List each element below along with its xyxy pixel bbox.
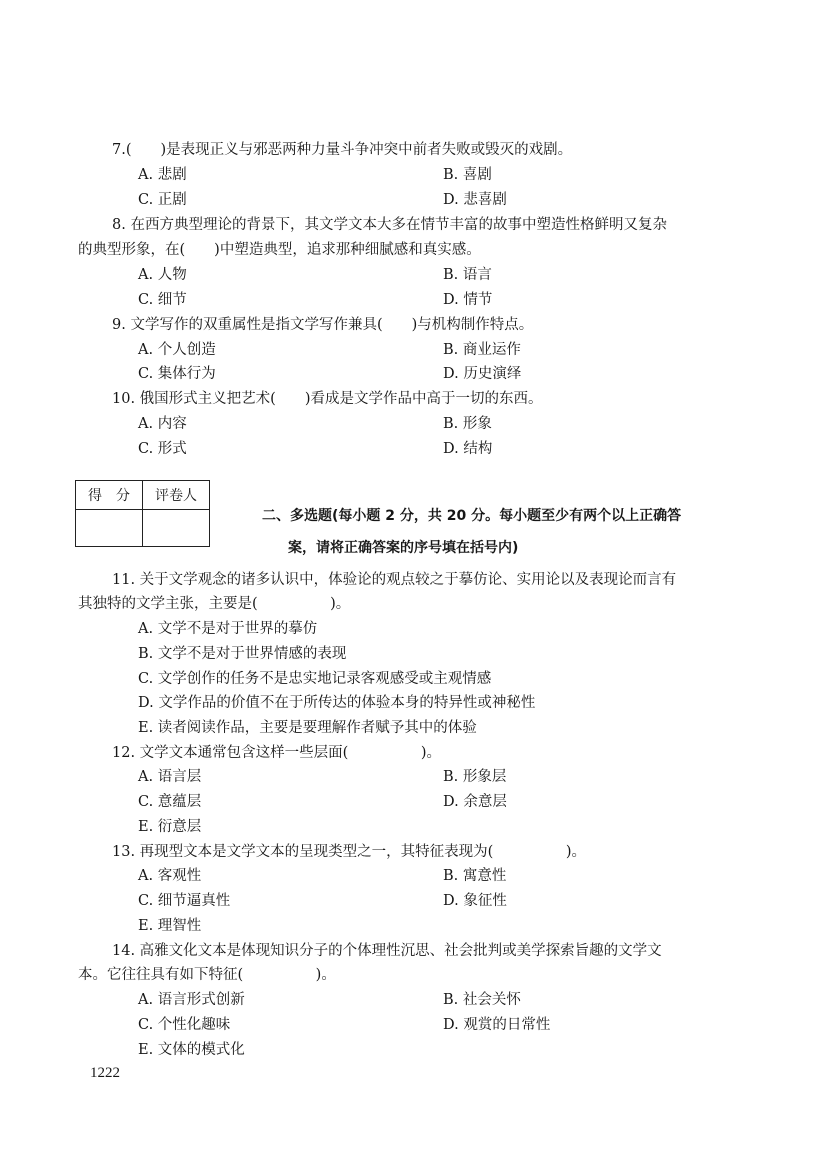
question-11-option-b: B. 文学不是对于世界情感的表现: [138, 646, 347, 662]
question-10-option-a: A. 内容: [138, 416, 187, 432]
question-9-option-c: C. 集体行为: [138, 366, 216, 382]
question-13-option-d: D. 象征性: [443, 893, 507, 909]
question-7-option-d: D. 悲喜剧: [443, 192, 507, 208]
question-8-stem-line1: 8. 在西方典型理论的背景下，其文学文本大多在情节丰富的故事中塑造性格鲜明又复杂: [112, 217, 667, 233]
question-7-stem: 7.( )是表现正义与邪恶两种力量斗争冲突中前者失败或毁灭的戏剧。: [112, 142, 573, 158]
question-12-option-e: E. 衍意层: [138, 819, 202, 835]
question-9-option-b: B. 商业运作: [443, 342, 521, 358]
question-8-option-a: A. 人物: [138, 267, 187, 283]
question-14-option-d: D. 观赏的日常性: [443, 1017, 551, 1033]
question-11-option-d: D. 文学作品的价值不在于所传达的体验本身的特异性或神秘性: [138, 695, 536, 711]
grader-cell: [143, 510, 210, 547]
question-14-option-c: C. 个性化趣味: [138, 1017, 231, 1033]
question-13-stem: 13. 再现型文本是文学文本的呈现类型之一，其特征表现为( )。: [112, 844, 586, 860]
question-12-option-d: D. 余意层: [443, 794, 507, 810]
question-13-option-e: E. 理智性: [138, 918, 202, 934]
section2-heading-line1: 二、多选题(每小题 2 分，共 20 分。每小题至少有两个以上正确答: [262, 508, 682, 524]
question-7-option-c: C. 正剧: [138, 192, 187, 208]
question-10-option-d: D. 结构: [443, 441, 493, 457]
page-number: 1222: [90, 1065, 120, 1081]
question-14-option-b: B. 社会关怀: [443, 992, 521, 1008]
question-10-option-b: B. 形象: [443, 416, 492, 432]
question-8-option-b: B. 语言: [443, 267, 492, 283]
question-11-option-c: C. 文学创作的任务不是忠实地记录客观感受或主观情感: [138, 671, 492, 687]
question-12-option-a: A. 语言层: [138, 769, 202, 785]
question-7-option-a: A. 悲剧: [138, 167, 187, 183]
question-14-option-a: A. 语言形式创新: [138, 992, 245, 1008]
question-9-option-a: A. 个人创造: [138, 342, 216, 358]
score-header: 得 分: [76, 481, 143, 510]
question-8-stem-line2: 的典型形象，在( )中塑造典型，追求那种细腻感和真实感。: [78, 242, 481, 258]
question-13-option-b: B. 寓意性: [443, 868, 507, 884]
question-11-stem-line1: 11. 关于文学观念的诸多认识中，体验论的观点较之于摹仿论、实用论以及表现论而言有: [112, 572, 677, 588]
question-9-option-d: D. 历史演绎: [443, 366, 522, 382]
grader-header: 评卷人: [143, 481, 210, 510]
question-12-option-c: C. 意蕴层: [138, 794, 202, 810]
question-14-option-e: E. 文体的模式化: [138, 1042, 245, 1058]
score-box: [75, 480, 210, 547]
question-14-stem-line1: 14. 高雅文化文本是体现知识分子的个体理性沉思、社会批判或美学探索旨趣的文学文: [112, 943, 662, 959]
question-11-stem-line2: 其独特的文学主张，主要是( )。: [78, 596, 351, 612]
section2-heading-line2: 案，请将正确答案的序号填在括号内): [288, 540, 519, 556]
question-9-stem: 9. 文学写作的双重属性是指文学写作兼具( )与机构制作特点。: [112, 317, 534, 333]
question-12-stem: 12. 文学文本通常包含这样一些层面( )。: [112, 745, 441, 761]
question-13-option-a: A. 客观性: [138, 868, 202, 884]
question-8-option-d: D. 情节: [443, 292, 493, 308]
question-8-option-c: C. 细节: [138, 292, 187, 308]
question-11-option-a: A. 文学不是对于世界的摹仿: [138, 621, 318, 637]
question-14-stem-line2: 本。它往往具有如下特征( )。: [78, 967, 336, 983]
question-7-option-b: B. 喜剧: [443, 167, 492, 183]
question-10-option-c: C. 形式: [138, 441, 187, 457]
score-cell: [76, 510, 143, 547]
question-13-option-c: C. 细节逼真性: [138, 893, 231, 909]
question-12-option-b: B. 形象层: [443, 769, 507, 785]
question-10-stem: 10. 俄国形式主义把艺术( )看成是文学作品中高于一切的东西。: [112, 391, 543, 407]
question-11-option-e: E. 读者阅读作品，主要是要理解作者赋予其中的体验: [138, 720, 477, 736]
